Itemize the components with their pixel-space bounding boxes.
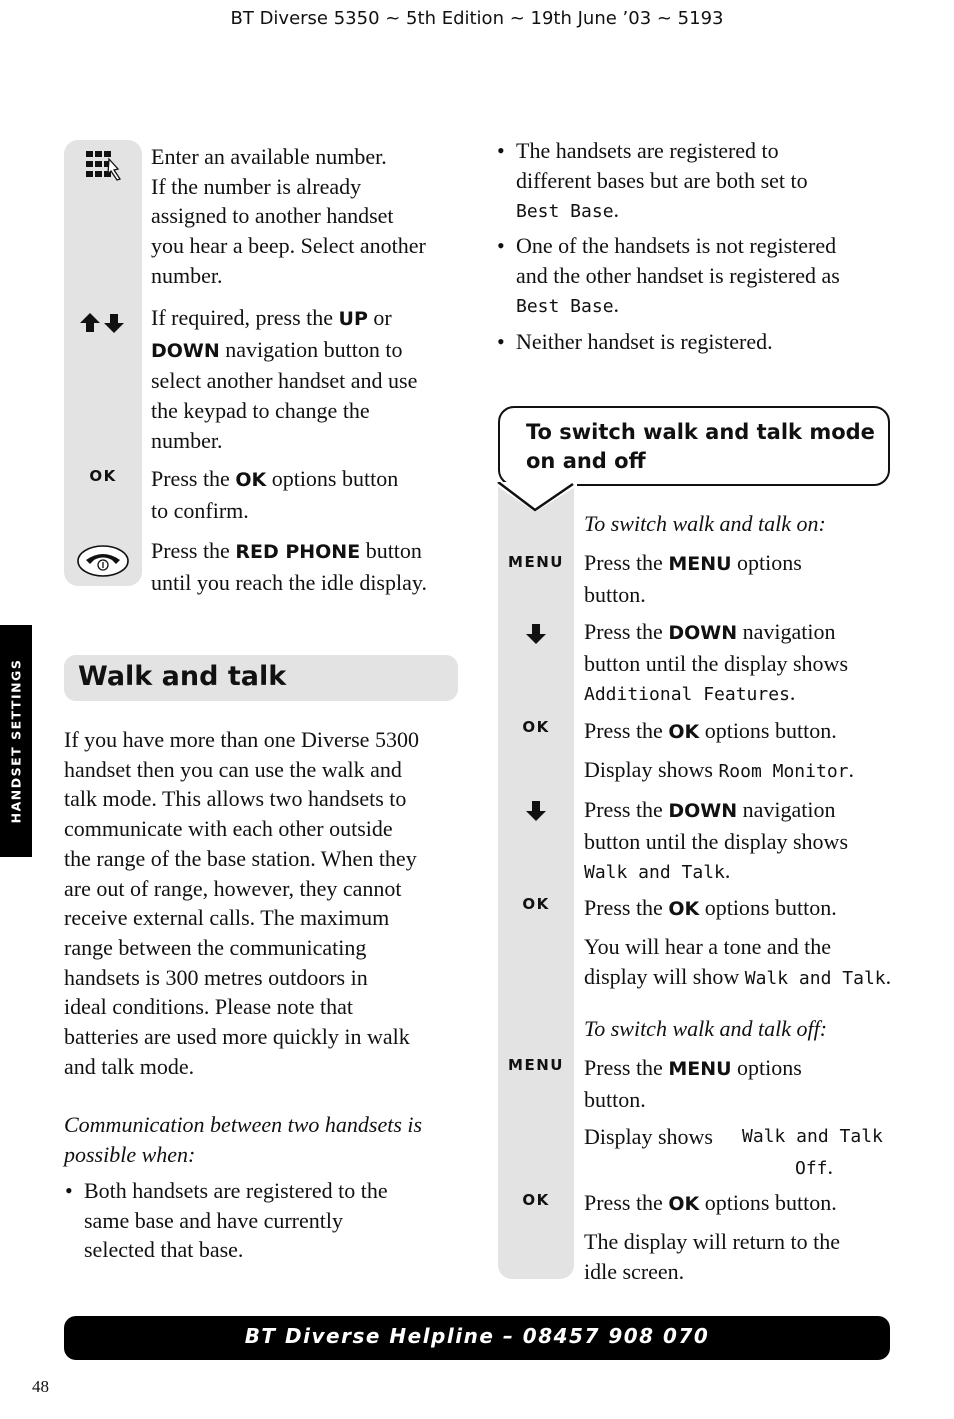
step-text-line: to confirm. [151, 497, 249, 523]
menu-label-inline: MENU [668, 553, 732, 575]
red-phone-label-inline: RED PHONE [235, 541, 361, 563]
keypad-icon [84, 147, 128, 187]
side-tab-label: HANDSET SETTINGS [8, 658, 24, 824]
paragraph-line: ideal conditions. Please note that [64, 994, 353, 1020]
step-text-line: button. [584, 581, 646, 607]
bullet-line: Neither handset is registered. [516, 329, 773, 354]
down-arrow-icon [524, 622, 548, 646]
step-text: Press the [584, 550, 669, 575]
step-text: options [731, 550, 802, 575]
step-press-down-additional [584, 617, 904, 710]
step-text: display will show [584, 963, 745, 989]
punctuation: . [789, 680, 796, 706]
step-text-line: idle screen. [584, 1258, 685, 1284]
lcd-text: Walk and Talk [742, 1126, 883, 1147]
bullet-line: Both handsets are registered to the [84, 1178, 388, 1203]
ok-label-inline: OK [668, 721, 700, 743]
bullet-dot: • [497, 233, 505, 258]
intro-paragraph [64, 725, 464, 1081]
step-press-menu [584, 548, 904, 609]
step-text-line: number. [151, 262, 223, 288]
lcd-text: Off [795, 1158, 828, 1179]
lcd-text: Walk and Talk [584, 862, 725, 884]
page-header: BT Diverse 5350 ~ 5th Edition ~ 19th June ’03 ~ 5193 [230, 8, 724, 29]
helpline-banner [64, 1316, 890, 1360]
bullet-different-bases [497, 136, 916, 227]
step-text: options button. [699, 718, 837, 743]
punctuation: . [848, 757, 854, 782]
step-text: navigation [737, 797, 836, 822]
step-red-phone [151, 536, 471, 597]
punctuation: . [827, 1154, 834, 1179]
menu-button-label: MENU [508, 1056, 564, 1074]
paragraph-line: handset then you can use the walk and [64, 756, 402, 782]
bullet-line: and the other handset is registered as [516, 262, 840, 288]
ok-label-inline: OK [668, 1193, 700, 1215]
paragraph-line: batteries are used more quickly in walk [64, 1024, 410, 1050]
paragraph-line: If you have more than one Diverse 5300 [64, 727, 419, 752]
bullet-neither-registered [497, 327, 916, 357]
menu-label-inline: MENU [668, 1058, 732, 1080]
paragraph-line: the range of the base station. When they [64, 845, 417, 871]
punctuation: . [613, 292, 620, 318]
step-text: options button. [699, 1190, 837, 1215]
punctuation: . [724, 858, 731, 884]
step-text-line: Enter an available number. [151, 144, 387, 169]
down-label-inline: DOWN [668, 622, 738, 644]
down-button-label: DOWN [151, 339, 220, 362]
bullet-one-not-registered [497, 231, 936, 322]
bullet-line: The handsets are registered to [516, 138, 779, 163]
paragraph-line: handsets is 300 metres outdoors in [64, 964, 368, 990]
section-title-box [64, 655, 458, 701]
step-press-ok [584, 716, 904, 748]
italic-heading: To switch walk and talk off: [584, 1016, 828, 1041]
step-press-menu-2 [584, 1053, 904, 1114]
step-text: options [731, 1055, 802, 1080]
bullet-line: One of the handsets is not registered [516, 233, 837, 258]
paragraph-line: range between the communicating [64, 934, 367, 960]
step-display-room-monitor [584, 755, 904, 787]
lcd-text: Room Monitor [718, 761, 849, 782]
ok-label-inline: OK [668, 898, 700, 920]
down-arrow-icon [524, 799, 548, 823]
step-text: or [367, 305, 392, 330]
step-text-line: you hear a beep. Select another [151, 233, 426, 259]
lcd-text: Walk and Talk [744, 967, 886, 989]
lcd-text: Best Base [516, 296, 614, 318]
step-text-line: select another handset and use [151, 368, 418, 394]
step-text: Display shows [584, 1124, 713, 1149]
bullet-dot: • [65, 1178, 73, 1203]
page-number: 48 [32, 1377, 49, 1396]
step-text-line: until you reach the idle display. [151, 569, 427, 595]
down-label-inline: DOWN [668, 800, 738, 822]
switch-off-heading [584, 1014, 904, 1044]
step-text-line: If the number is already [151, 173, 362, 199]
step-text-line: button. [584, 1086, 646, 1112]
step-text: Press the [584, 797, 669, 822]
step-text: Press the [584, 1055, 669, 1080]
bullet-dot: • [497, 329, 505, 354]
paragraph-line: are out of range, however, they cannot [64, 875, 402, 901]
bullet-line: different bases but are both set to [516, 167, 808, 193]
left-step-icon-panel [64, 140, 142, 586]
step-press-ok-2 [584, 893, 904, 925]
step-text-line: button until the display shows [584, 828, 848, 854]
step-text-line: assigned to another handset [151, 203, 394, 229]
paragraph-line: talk mode. This allows two handsets to [64, 786, 407, 812]
switch-on-heading [584, 509, 904, 539]
step-return-idle [584, 1227, 904, 1286]
step-confirm [151, 464, 461, 525]
paragraph-line: and talk mode. [64, 1053, 195, 1079]
procedure-callout [498, 406, 890, 486]
callout-pointer-overlay [497, 482, 577, 512]
step-text: button [360, 538, 422, 563]
up-button-label: UP [338, 308, 368, 330]
ok-button-label: OK [89, 467, 117, 485]
step-text-line: button until the display shows [584, 650, 848, 676]
step-press-down-walk [584, 795, 904, 888]
punctuation: . [885, 963, 892, 989]
step-press-ok-3 [584, 1188, 904, 1220]
menu-button-label: MENU [508, 553, 564, 571]
callout-title [526, 418, 886, 476]
bullet-line: same base and have currently [84, 1207, 343, 1233]
bullet-dot: • [497, 138, 505, 163]
italic-heading-line: Communication between two handsets is [64, 1112, 423, 1137]
red-phone-icon [76, 544, 130, 578]
step-text-line: The display will return to the [584, 1229, 840, 1254]
bullet-same-base [65, 1176, 474, 1265]
step-text: Press the [584, 718, 669, 743]
step-text-line: the keypad to change the [151, 398, 370, 424]
callout-title-line: To switch walk and talk mode [526, 420, 875, 444]
communication-heading [64, 1110, 464, 1169]
step-enter-number [151, 142, 461, 291]
ok-button-label: OK [522, 718, 550, 736]
step-tone-display [584, 932, 914, 993]
step-text: navigation [737, 619, 836, 644]
step-text: Display shows [584, 757, 719, 782]
helpline-text: BT Diverse Helpline – 08457 908 070 [244, 1324, 710, 1348]
lcd-text: Best Base [516, 201, 614, 223]
italic-heading-line: possible when: [64, 1141, 196, 1167]
right-step-icon-panel [498, 486, 574, 1279]
lcd-text: Additional Features [584, 684, 790, 706]
section-title: Walk and talk [78, 661, 287, 692]
ok-label-inline: OK [235, 469, 267, 491]
step-select-handset [151, 303, 471, 456]
paragraph-line: receive external calls. The maximum [64, 905, 390, 931]
step-text: Press the [584, 895, 669, 920]
step-text: Press the [151, 538, 236, 563]
ok-button-label: OK [522, 1191, 550, 1209]
step-text: options button. [699, 895, 837, 920]
step-text: If required, press the [151, 305, 339, 330]
bullet-line: selected that base. [84, 1237, 244, 1263]
paragraph-line: communicate with each other outside [64, 816, 393, 842]
step-text: Press the [584, 619, 669, 644]
italic-heading: To switch walk and talk on: [584, 511, 826, 536]
step-text: Press the [151, 466, 236, 491]
ok-button-label: OK [522, 895, 550, 913]
step-display-walk-off [584, 1122, 904, 1179]
up-down-arrows-icon [78, 310, 128, 336]
punctuation: . [613, 197, 620, 223]
step-text-line: You will hear a tone and the [584, 934, 832, 959]
step-text: navigation button to [219, 336, 403, 362]
step-text: Press the [584, 1190, 669, 1215]
callout-title-line: on and off [526, 449, 646, 473]
section-side-tab [0, 625, 32, 857]
step-text: options button [266, 466, 399, 491]
step-text-line: number. [151, 427, 223, 453]
